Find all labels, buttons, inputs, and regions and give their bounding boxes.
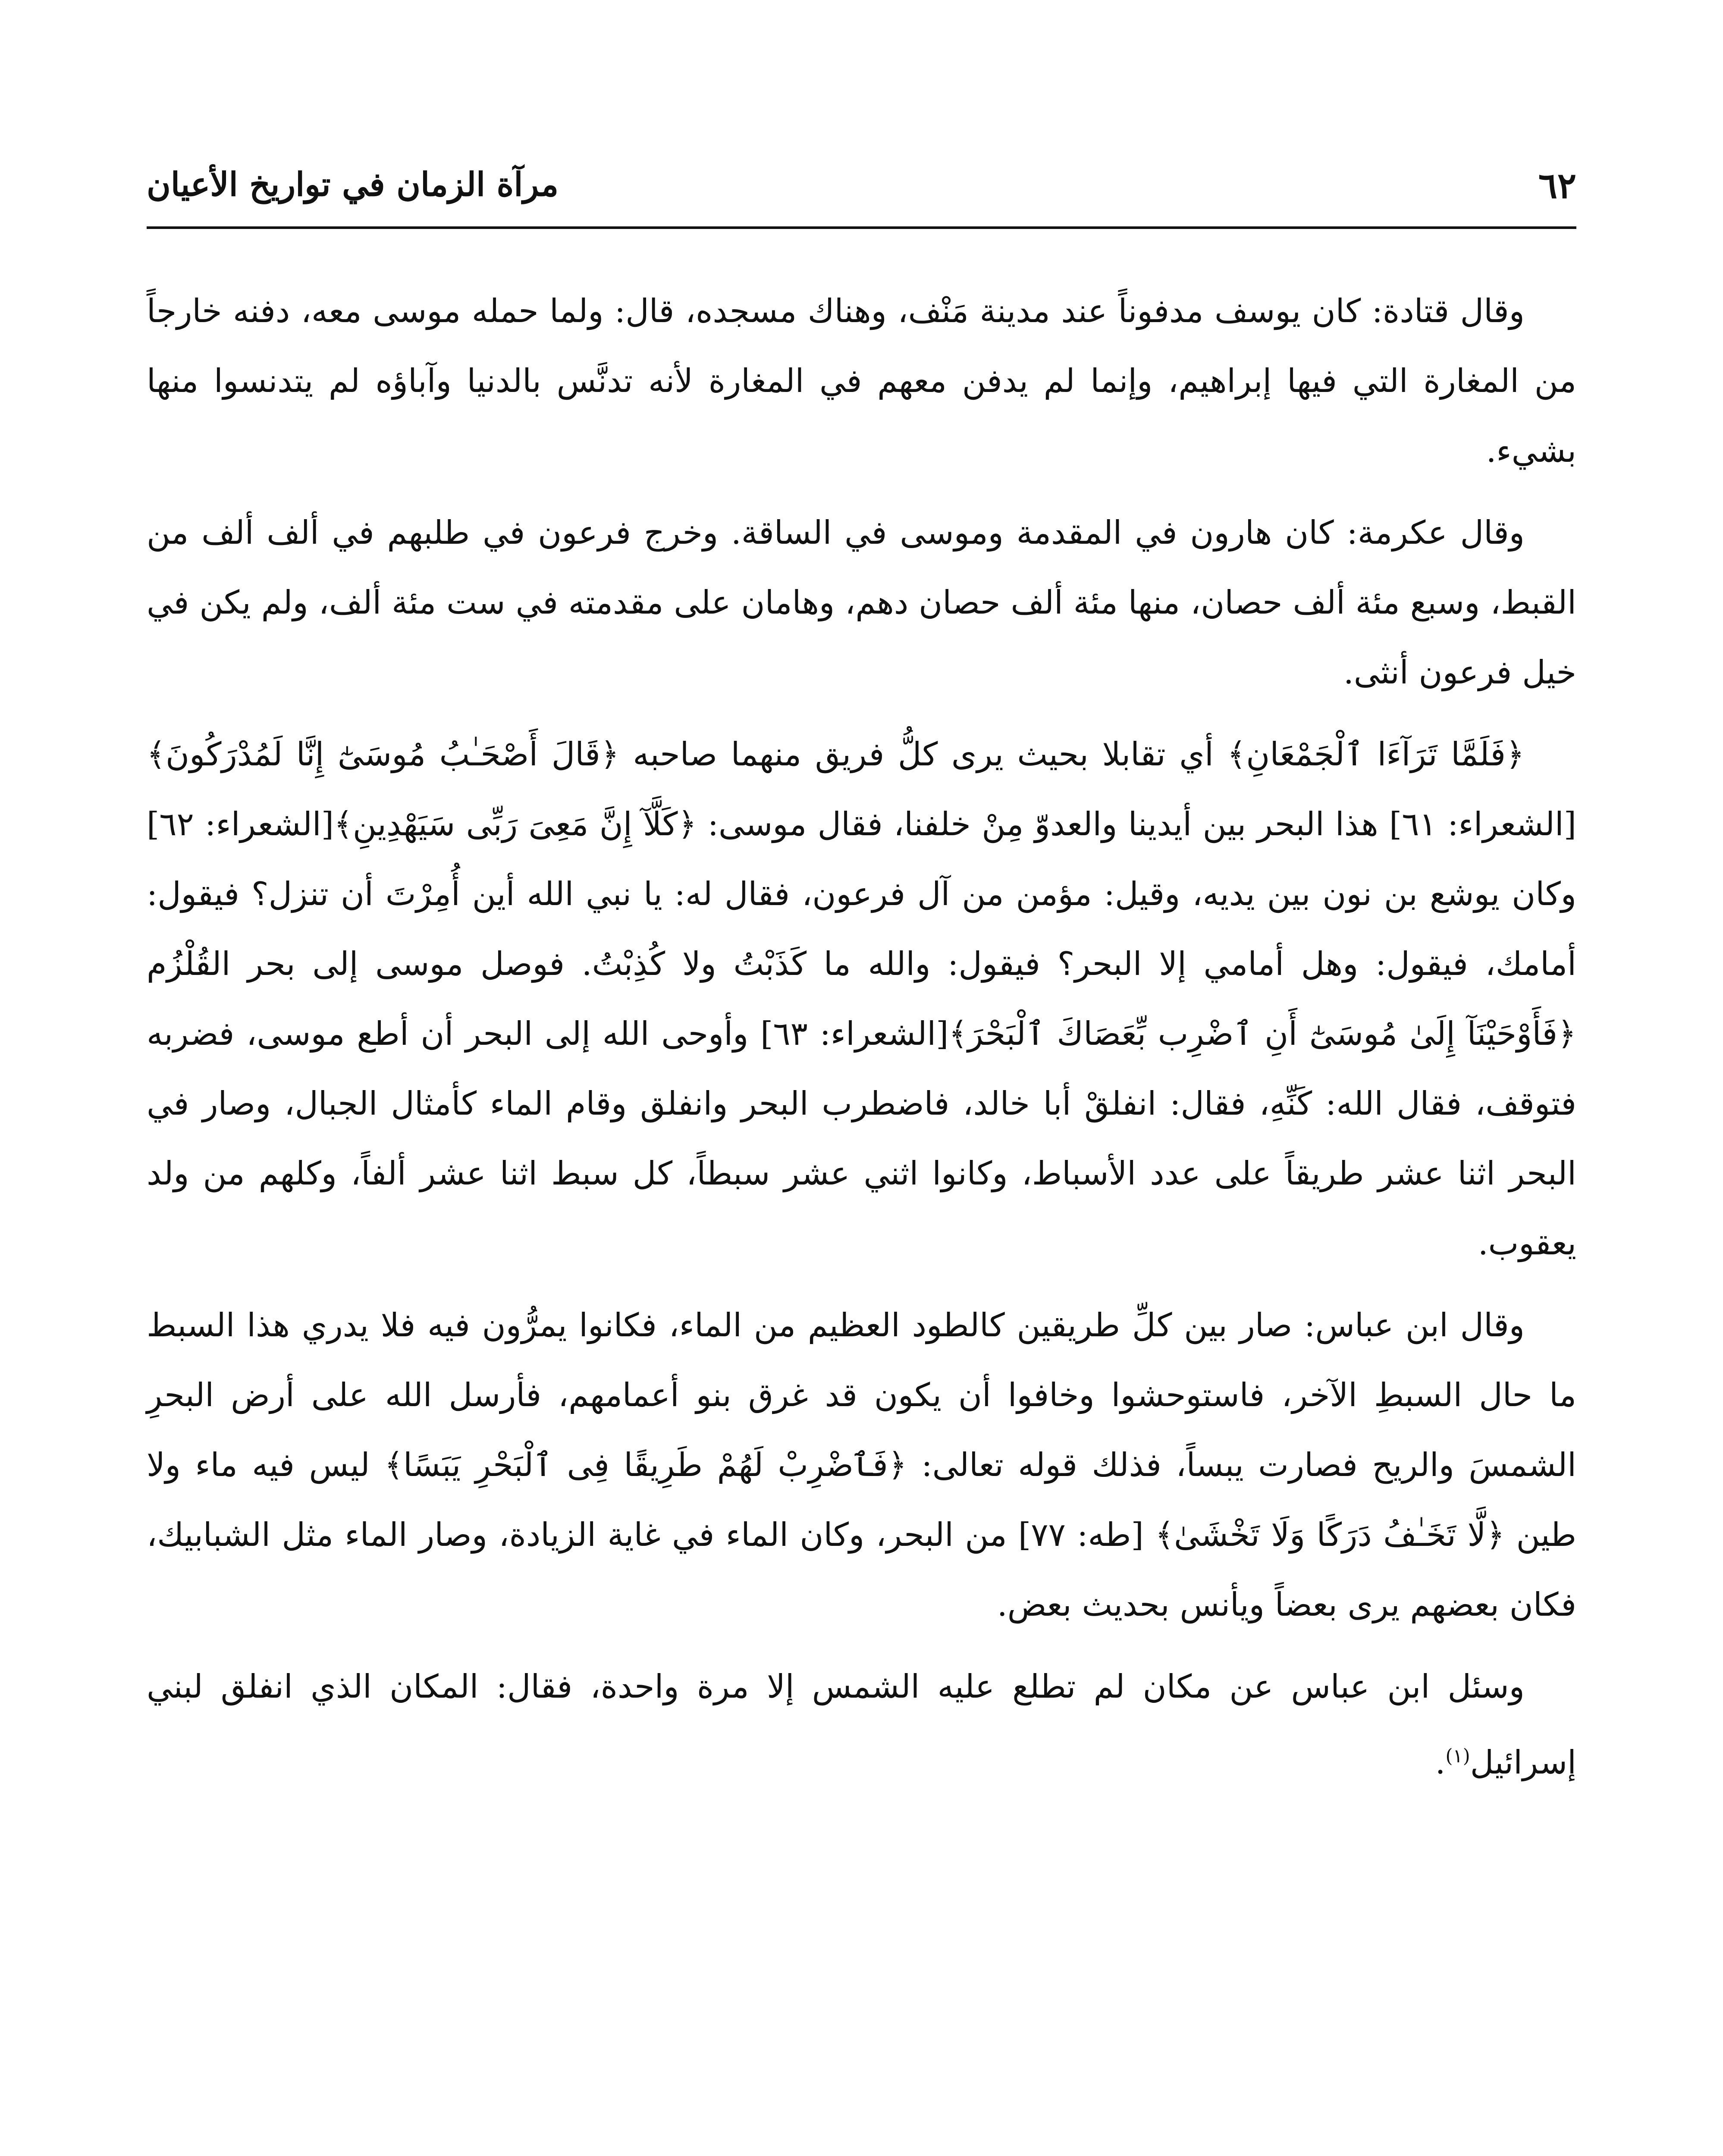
footnote-reference: (١) [1445,1745,1470,1767]
header-divider [147,226,1576,229]
paragraph-ibn-abbas [147,1290,1576,1639]
running-title: مرآة الزمان في تواريخ الأعيان [147,165,559,204]
main-text [147,276,1576,1809]
paragraph-question [147,1651,1576,1797]
paragraph-text: وقال عكرمة: كان هارون في المقدمة وموسى في الساقة. وخرج فرعون في طلبهم في ألف ألف من القبط، وسبع مئة ألف حصان، منها مئة ألف حصان دهم، وهامان على مقدمته في ست مئة ألف، ولم يكن في خيل فرعون أنثى. [147,514,1576,691]
page-number: ٦٢ [1538,165,1576,207]
page-header [147,151,1576,229]
paragraph-text: وسئل ابن عباس عن مكان لم تطلع عليه الشمس إلا مرة واحدة، فقال: المكان الذي انفلق لبني إسرائيل [147,1667,1576,1781]
paragraph-ikrima [147,498,1576,707]
paragraph-text: ﴿فَلَمَّا تَرَآءَا ٱلْجَمْعَانِ﴾ أي تقابلا بحيث يرى كلُّ فريق منهما صاحبه ﴿قَالَ أَصْحَـٰبُ مُوسَىٰٓ إِنَّا لَمُدْرَكُونَ﴾[الشعراء: ٦١] هذا البحر بين أيدينا والعدوّ مِنْ خلفنا، فقال موسى: ﴿كَلَّآ إِنَّ مَعِىَ رَبِّى سَيَهْدِينِ﴾[الشعراء: ٦٢] وكان يوشع بن نون بين يديه، وقيل: مؤمن من آل فرعون، فقال له: يا نبي الله أين أُمِرْتَ أن تنزل؟ فيقول: أمامك، فيقول: وهل أمامي إلا البحر؟ فيقول: والله ما كَذَبْتُ ولا كُذِبْتُ. فوصل موسى إلى بحر القُلْزُم ﴿فَأَوْحَيْنَآ إِلَىٰ مُوسَىٰٓ أَنِ ٱضْرِب بِّعَصَاكَ ٱلْبَحْرَ﴾[الشعراء: ٦٣] وأوحى الله إلى البحر أن أطع موسى، فضربه فتوقف، فقال الله: كَنِّهِ، فقال: انفلقْ أبا خالد، فاضطرب البحر وانفلق وقام الماء كأمثال الجبال، وصار في البحر اثنا عشر طريقاً على عدد الأسباط، وكانوا اثني عشر سبطاً، كل سبط اثنا عشر ألفاً، وكلهم من ولد يعقوب. [147,735,1576,1262]
sentence-end: . [1435,1743,1446,1781]
paragraph-text: وقال ابن عباس: صار بين كلِّ طريقين كالطود العظيم من الماء، فكانوا يمرُّون فيه فلا يدري هذا السبط ما حال السبطِ الآخر، فاستوحشوا وخافوا أن يكون قد غرق بنو أعمامهم، فأرسل الله على أرض البحرِ الشمسَ والريح فصارت يبساً، فذلك قوله تعالى: ﴿فَٱضْرِبْ لَهُمْ طَرِيقًا فِى ٱلْبَحْرِ يَبَسًا﴾ ليس فيه ماء ولا طين ﴿لَّا تَخَـٰفُ دَرَكًا وَلَا تَخْشَىٰ﴾ [طه: ٧٧] من البحر، وكان الماء في غاية الزيادة، وصار الماء مثل الشبابيك، فكان بعضهم يرى بعضاً ويأنس بحديث بعض. [147,1306,1576,1623]
paragraph-qatada [147,276,1576,486]
paragraph-text: وقال قتادة: كان يوسف مدفوناً عند مدينة مَنْف، وهناك مسجده، قال: ولما حمله موسى معه، دفنه خارجاً من المغارة التي فيها إبراهيم، وإنما لم يدفن معهم في المغارة لأنه تدنَّس بالدنيا وآباؤه لم يتدنسوا منها بشيء. [147,292,1576,470]
paragraph-sea-parting [147,719,1576,1278]
